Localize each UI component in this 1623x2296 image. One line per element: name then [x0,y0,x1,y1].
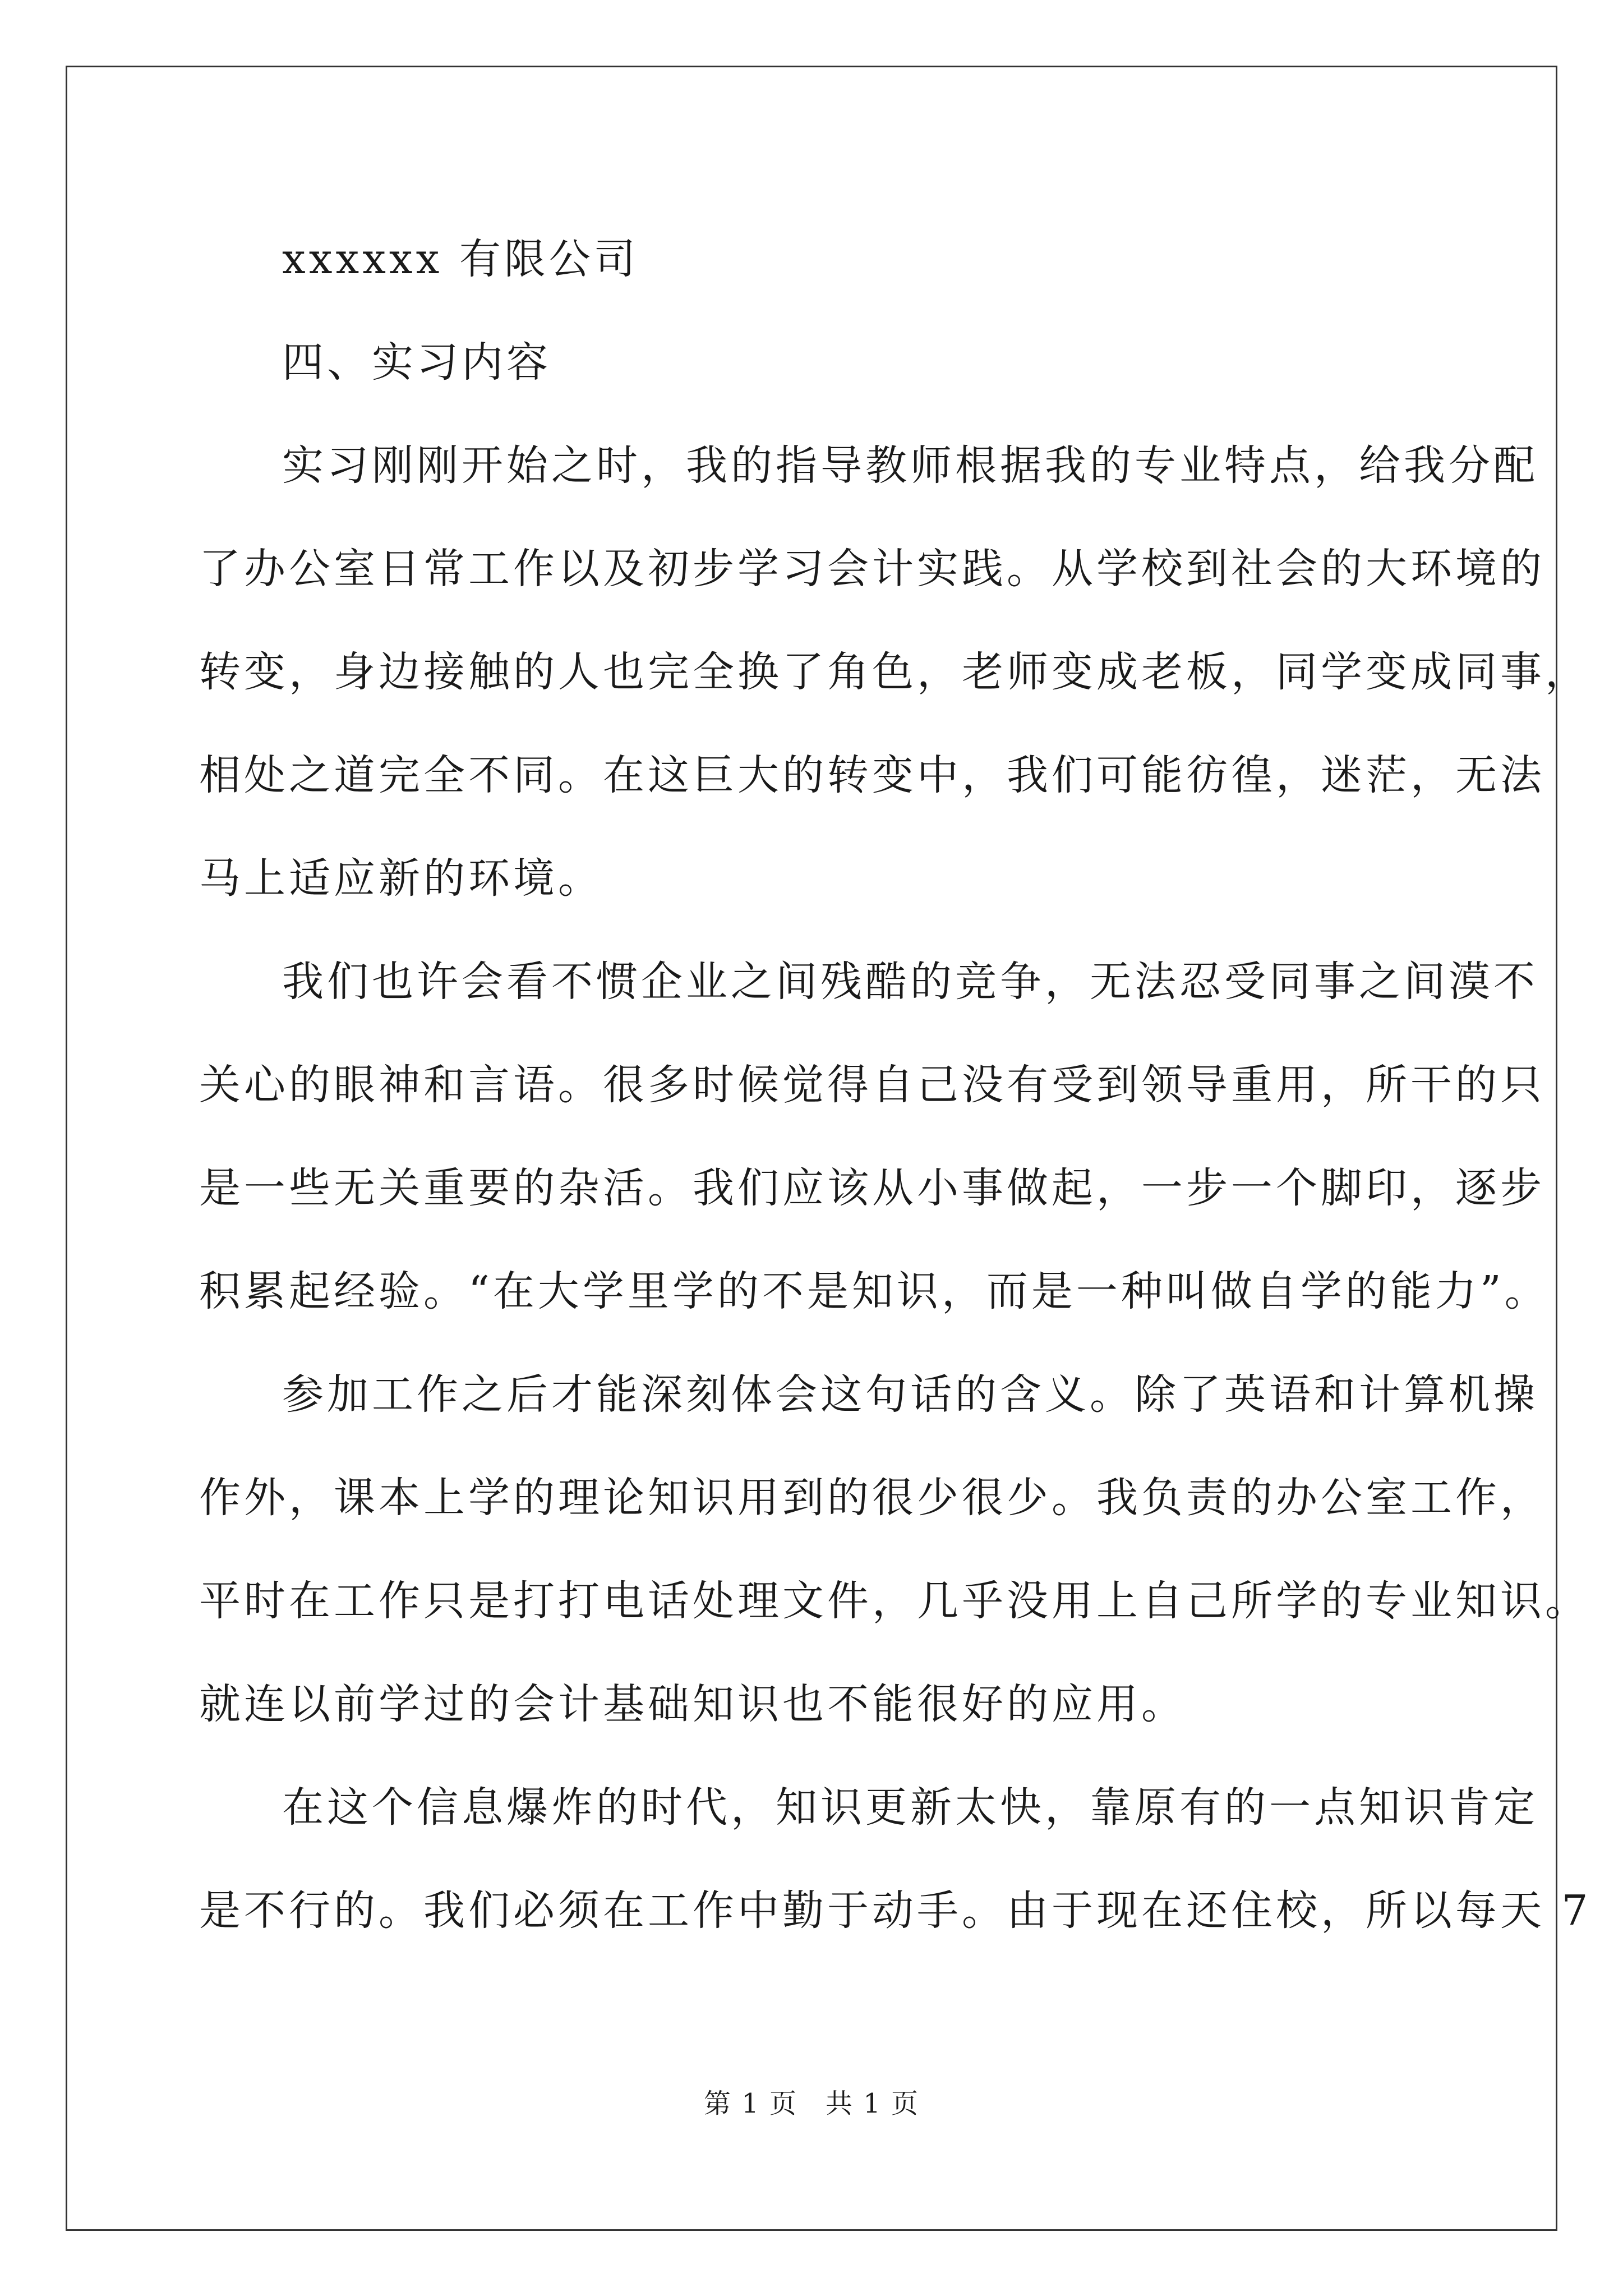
section-heading: 四、实习内容 [282,338,551,386]
text-line: 相处之道完全不同。在这巨大的转变中，我们可能彷徨，迷茫，无法 [199,751,1545,799]
page-footer: 第 1 页 共 1 页 [703,2088,920,2119]
text-line: 作外，课本上学的理论知识用到的很少很少。我负责的办公室工作， [199,1474,1545,1522]
company-name-line: xxxxxx 有限公司 [282,235,639,283]
text-line: 是一些无关重要的杂活。我们应该从小事做起，一步一个脚印，逐步 [199,1164,1545,1212]
text-line: 了办公室日常工作以及初步学习会计实践。从学校到社会的大环境的 [199,545,1545,593]
text-line: 关心的眼神和言语。很多时候觉得自己没有受到领导重用，所干的只 [199,1061,1545,1109]
text-line: 实习刚刚开始之时，我的指导教师根据我的专业特点，给我分配 [282,441,1538,490]
text-line: 转变，身边接触的人也完全换了角色，老师变成老板，同学变成同事， [199,648,1590,696]
text-line: 平时在工作只是打打电话处理文件，几乎没用上自己所学的专业知识。 [199,1577,1590,1625]
document-body [199,208,1592,1962]
text-line: 积累起经验。“在大学里学的不是知识，而是一种叫做自学的能力”。 [199,1267,1550,1315]
text-line: 参加工作之后才能深刻体会这句话的含义。除了英语和计算机操 [282,1370,1538,1419]
text-line: 马上适应新的环境。 [199,854,603,903]
text-line: 是不行的。我们必须在工作中勤于动手。由于现在还住校，所以每天 7 [199,1887,1592,1935]
text-line: 就连以前学过的会计基础知识也不能很好的应用。 [199,1680,1186,1728]
text-line: 我们也许会看不惯企业之间残酷的竞争，无法忍受同事之间漠不 [282,958,1538,1006]
text-line: 在这个信息爆炸的时代，知识更新太快，靠原有的一点知识肯定 [282,1783,1538,1832]
